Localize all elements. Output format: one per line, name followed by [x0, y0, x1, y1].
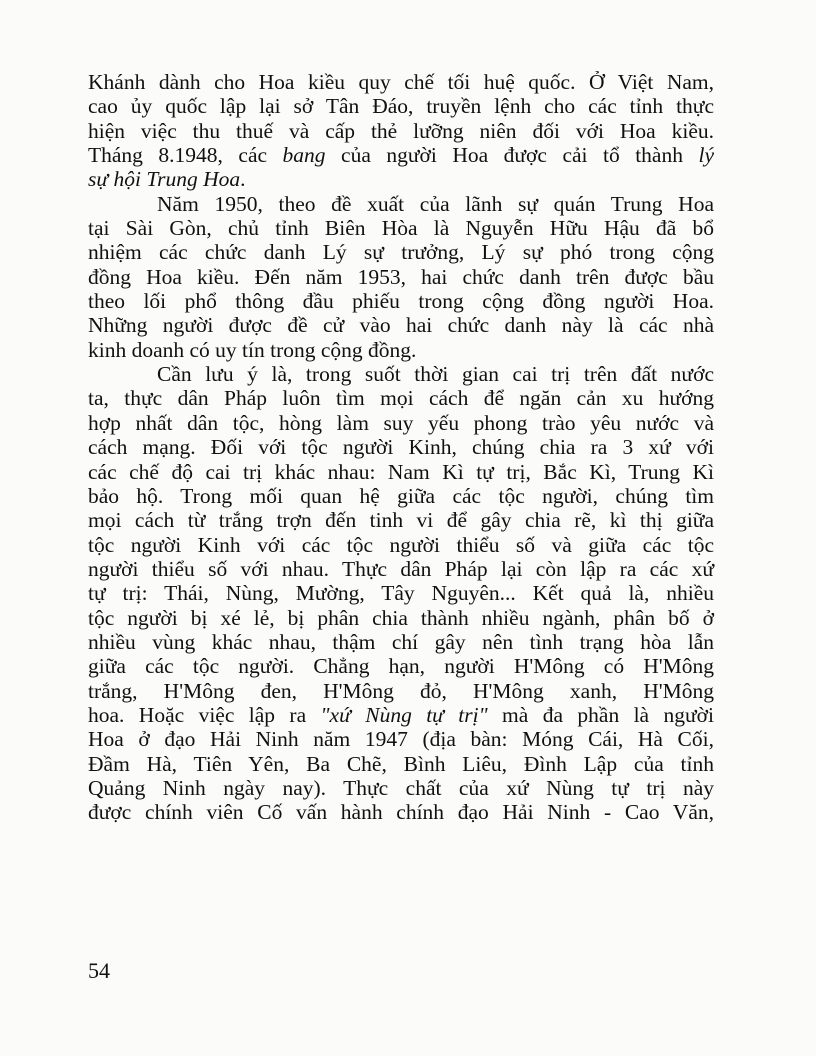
- text-line: theo lối phổ thông đầu phiếu trong cộng đồng người Hoa.: [88, 289, 714, 314]
- text-line: người thiểu số với nhau. Thực dân Pháp lại còn lập ra các xứ: [88, 556, 714, 581]
- text-line: cao ủy quốc lập lại sở Tân Đáo, truyền lệnh cho các tỉnh thực: [88, 94, 714, 119]
- text-line: tộc người Kinh với các tộc người thiểu số và giữa các tộc: [88, 532, 714, 557]
- text-line: Những người được đề cử vào hai chức danh này là các nhà: [88, 313, 714, 338]
- text-line: Hoa ở đạo Hải Ninh năm 1947 (địa bàn: Móng Cái, Hà Cối,: [88, 727, 714, 752]
- text-line: ta, thực dân Pháp luôn tìm mọi cách để ngăn cản xu hướng: [88, 386, 714, 411]
- text-line: nhiệm các chức danh Lý sự trưởng, Lý sự phó trong cộng: [88, 240, 714, 265]
- text-line: đồng Hoa kiều. Đến năm 1953, hai chức danh trên được bầu: [88, 264, 714, 289]
- text-line: tộc người bị xé lẻ, bị phân chia thành nhiều ngành, phân bố ở: [88, 605, 714, 630]
- text-line: sự hội Trung Hoa.: [88, 167, 246, 192]
- text-line: Năm 1950, theo đề xuất của lãnh sự quán Trung Hoa: [157, 191, 714, 216]
- text-line: kinh doanh có uy tín trong cộng đồng.: [88, 337, 417, 362]
- text-line: tự trị: Thái, Nùng, Mường, Tây Nguyên... Kết quả là, nhiều: [88, 581, 714, 606]
- text-line: Khánh dành cho Hoa kiều quy chế tối huệ quốc. Ở Việt Nam,: [88, 70, 714, 94]
- text-line: hiện việc thu thuế và cấp thẻ lưỡng niên đối với Hoa kiều.: [88, 118, 714, 143]
- text-line: Quảng Ninh ngày nay). Thực chất của xứ Nùng tự trị này: [88, 775, 714, 800]
- text-line: giữa các tộc người. Chẳng hạn, người H'Mông có H'Mông: [88, 654, 714, 679]
- text-line: hoa. Hoặc việc lập ra "xứ Nùng tự trị" mà đa phần là người: [88, 702, 714, 727]
- text-line: các chế độ cai trị khác nhau: Nam Kì tự trị, Bắc Kì, Trung Kì: [88, 459, 714, 484]
- text-line: Đầm Hà, Tiên Yên, Ba Chẽ, Bình Liêu, Đình Lập của tỉnh: [88, 751, 714, 776]
- text-line: hợp nhất dân tộc, hòng làm suy yếu phong trào yêu nước và: [88, 410, 714, 435]
- text-line: mọi cách từ trắng trợn đến tinh vi để gây chia rẽ, kì thị giữa: [88, 508, 714, 533]
- text-line: cách mạng. Đối với tộc người Kinh, chúng chia ra 3 xứ với: [88, 435, 714, 460]
- page-number: 54: [88, 958, 110, 983]
- text-line: nhiều vùng khác nhau, thậm chí gây nên tình trạng hòa lẫn: [88, 629, 714, 654]
- text-line: bảo hộ. Trong mối quan hệ giữa các tộc người, chúng tìm: [88, 483, 714, 508]
- text-line: Tháng 8.1948, các bang của người Hoa được cải tổ thành lý: [88, 143, 714, 168]
- text-line: tại Sài Gòn, chủ tỉnh Biên Hòa là Nguyễn Hữu Hậu đã bổ: [88, 216, 714, 241]
- text-line: Cần lưu ý là, trong suốt thời gian cai trị trên đất nước: [157, 362, 714, 387]
- text-line: được chính viên Cố vấn hành chính đạo Hải Ninh - Cao Văn,: [88, 800, 714, 825]
- body-text: [88, 70, 714, 825]
- text-line: trắng, H'Mông đen, H'Mông đỏ, H'Mông xanh, H'Mông: [88, 678, 714, 703]
